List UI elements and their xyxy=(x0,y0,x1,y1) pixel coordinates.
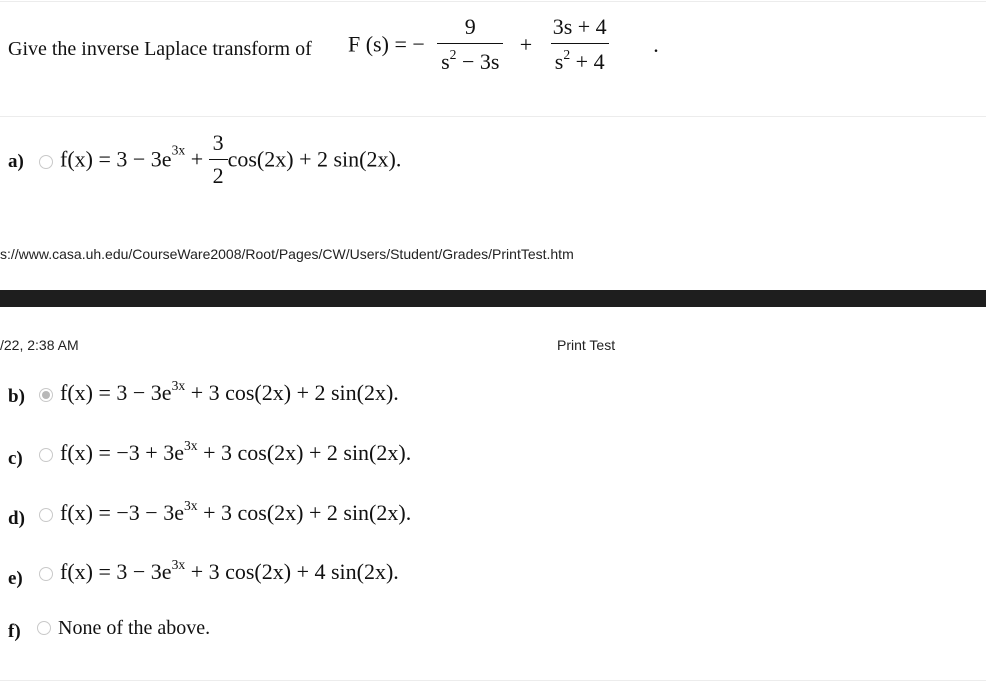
option-a-fraction: $\frac{3}{2}$ xyxy=(209,130,228,189)
option-b-radio[interactable] xyxy=(39,388,53,402)
option-d-radio[interactable] xyxy=(39,508,53,522)
page-break-bar xyxy=(0,290,986,307)
option-a-radio[interactable] xyxy=(39,155,53,169)
term2-denominator: $s^2 + 4$ xyxy=(551,43,609,75)
question-prompt: Give the inverse Laplace transform of xyxy=(8,38,312,60)
bottom-divider xyxy=(0,680,986,681)
formula-lhs: F (s) = − xyxy=(348,31,425,57)
term1-numerator: 9 xyxy=(464,14,476,39)
option-b-letter: b) xyxy=(8,386,25,407)
option-f-text: None of the above. xyxy=(58,617,211,639)
option-b-formula: $f(x) = 3 - 3e^{3x} + 3$ cos(2x) + 2 sin(2x). xyxy=(60,378,399,406)
option-f-letter: f) xyxy=(8,621,21,642)
option-e-radio[interactable] xyxy=(39,567,53,581)
print-header-datetime: /22, 2:38 AM xyxy=(0,337,79,353)
print-footer-url: s://www.casa.uh.edu/CourseWare2008/Root/Pages/CW/Users/Student/Grades/PrintTest.htm xyxy=(0,246,574,262)
option-a-letter: a) xyxy=(8,151,24,172)
option-c-letter: c) xyxy=(8,448,23,469)
fraction-term-2 xyxy=(542,14,618,75)
fraction-term-1 xyxy=(430,14,510,75)
option-c-radio[interactable] xyxy=(39,448,53,462)
term1-denominator: $s^2 - 3s$ xyxy=(437,43,503,75)
question-line xyxy=(8,38,312,61)
question-formula xyxy=(348,14,659,75)
option-a-formula: $f(x) = 3 - 3e^{3x}$ + $\frac{3}{2}$ cos(2x) + 2 sin(2x). xyxy=(60,130,402,188)
option-e-formula: $f(x) = 3 - 3e^{3x} + 3$ cos(2x) + 4 sin(2x). xyxy=(60,557,399,585)
option-e-letter: e) xyxy=(8,568,23,589)
top-divider xyxy=(0,1,986,2)
section-divider xyxy=(0,116,986,117)
option-c-formula: $f(x) = -3 + 3e^{3x} + 3$ cos(2x) + 2 sin(2x). xyxy=(60,438,412,466)
option-d-formula: $f(x) = -3 - 3e^{3x} + 3$ cos(2x) + 2 sin(2x). xyxy=(60,498,412,526)
option-f-radio[interactable] xyxy=(37,621,51,635)
term2-numerator: 3s + 4 xyxy=(552,14,607,39)
formula-period: . xyxy=(653,31,659,57)
formula-plus: + xyxy=(519,31,533,57)
print-header-title: Print Test xyxy=(557,337,616,353)
option-d-letter: d) xyxy=(8,508,25,529)
